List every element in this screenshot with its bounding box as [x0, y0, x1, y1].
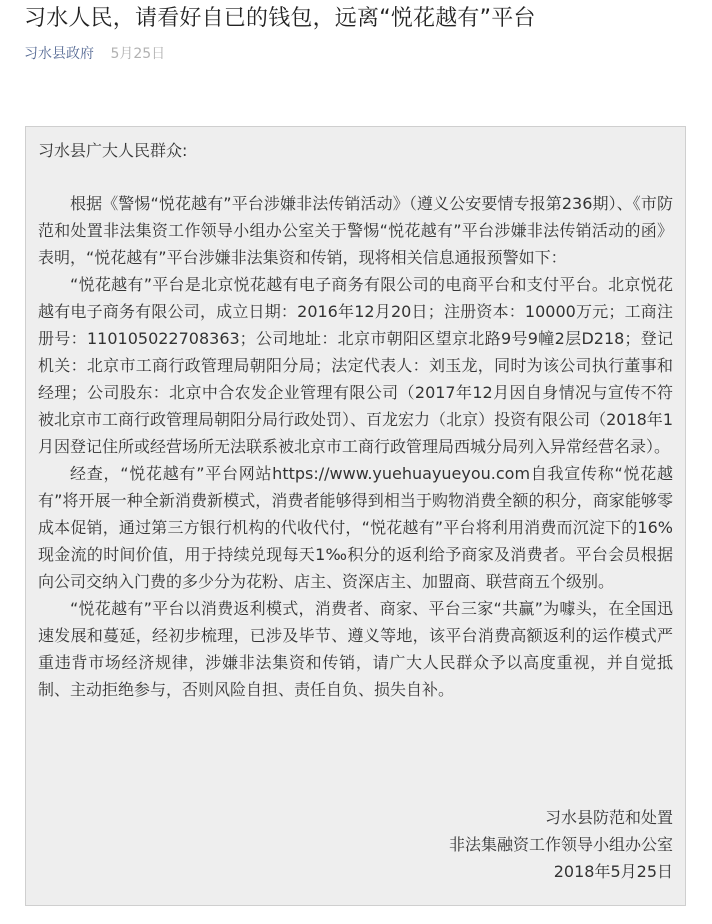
- notice-paragraph: “悦花越有”平台以消费返利模式，消费者、商家、平台三家“共赢”为噱头，在全国迅速发展和蔓延，经初步梳理，已涉及毕节、遵义等地，该平台消费高额返利的运作模式严重违背市场经济规律，涉嫌非法集资和传销，请广大人民群众予以高度重视，并自觉抵制、主动拒绝参与，否则风险自担、责任自负、损失自补。: [38, 599, 673, 699]
- account-name-link[interactable]: 习水县政府: [24, 46, 94, 62]
- signature-date: 2018年5月25日: [553, 862, 673, 881]
- notice-signature: [449, 804, 673, 885]
- notice-paragraph: 经查，“悦花越有”平台网站https://www.yuehuayueyou.com自我宣传称“悦花越有”将开展一种全新消费新模式，消费者能够得到相当于购物消费全额的积分，商家能够零成本促销，通过第三方银行机构的代收代付，“悦花越有”平台将利用消费而沉淀下的16%现金流的时间价值，用于持续兑现每天1‰积分的返利给予商家及消费者。平台会员根据向公司交纳入门费的多少分为花粉、店主、资深店主、加盟商、联营商五个级别。: [38, 464, 673, 591]
- article-meta: [24, 44, 165, 64]
- notice-paragraph: “悦花越有”平台是北京悦花越有电子商务有限公司的电商平台和支付平台。北京悦花越有电子商务有限公司，成立日期：2016年12月20日；注册资本：10000万元；工商注册号：110105022708363；公司地址：北京市朝阳区望京北路9号9幢2层D218；登记机关：北京市工商行政管理局朝阳分局；法定代表人：刘玉龙，同时为该公司执行董事和经理；公司股东：北京中合农发企业管理有限公司（2017年12月因自身情况与宣传不符被北京市工商行政管理局朝阳分局行政处罚）、百龙宏力（北京）投资有限公司（2018年1月因登记住所或经营场所无法联系被北京市工商行政管理局西城分局列入异常经营名录）。: [38, 275, 673, 456]
- notice-salutation: 习水县广大人民群众:: [38, 141, 188, 160]
- signature-org-line2: 非法集融资工作领导小组办公室: [448, 835, 673, 854]
- publish-date: 5月25日: [110, 46, 166, 62]
- notice-body: [38, 137, 673, 703]
- notice-paragraph: 根据《警惕“悦花越有”平台涉嫌非法传销活动》（遵义公安要情专报第236期）、《市防范和处置非法集资工作领导小组办公室关于警惕“悦花越有”平台涉嫌非法传销活动的函》表明，“悦花越有”平台涉嫌非法集资和传销，现将相关信息通报预警如下：: [38, 194, 673, 267]
- article-title: 习水人民，请看好自已的钱包，远离“悦花越有”平台: [24, 6, 536, 31]
- signature-org-line1: 习水县防范和处置: [544, 808, 673, 827]
- notice-box: [25, 126, 686, 906]
